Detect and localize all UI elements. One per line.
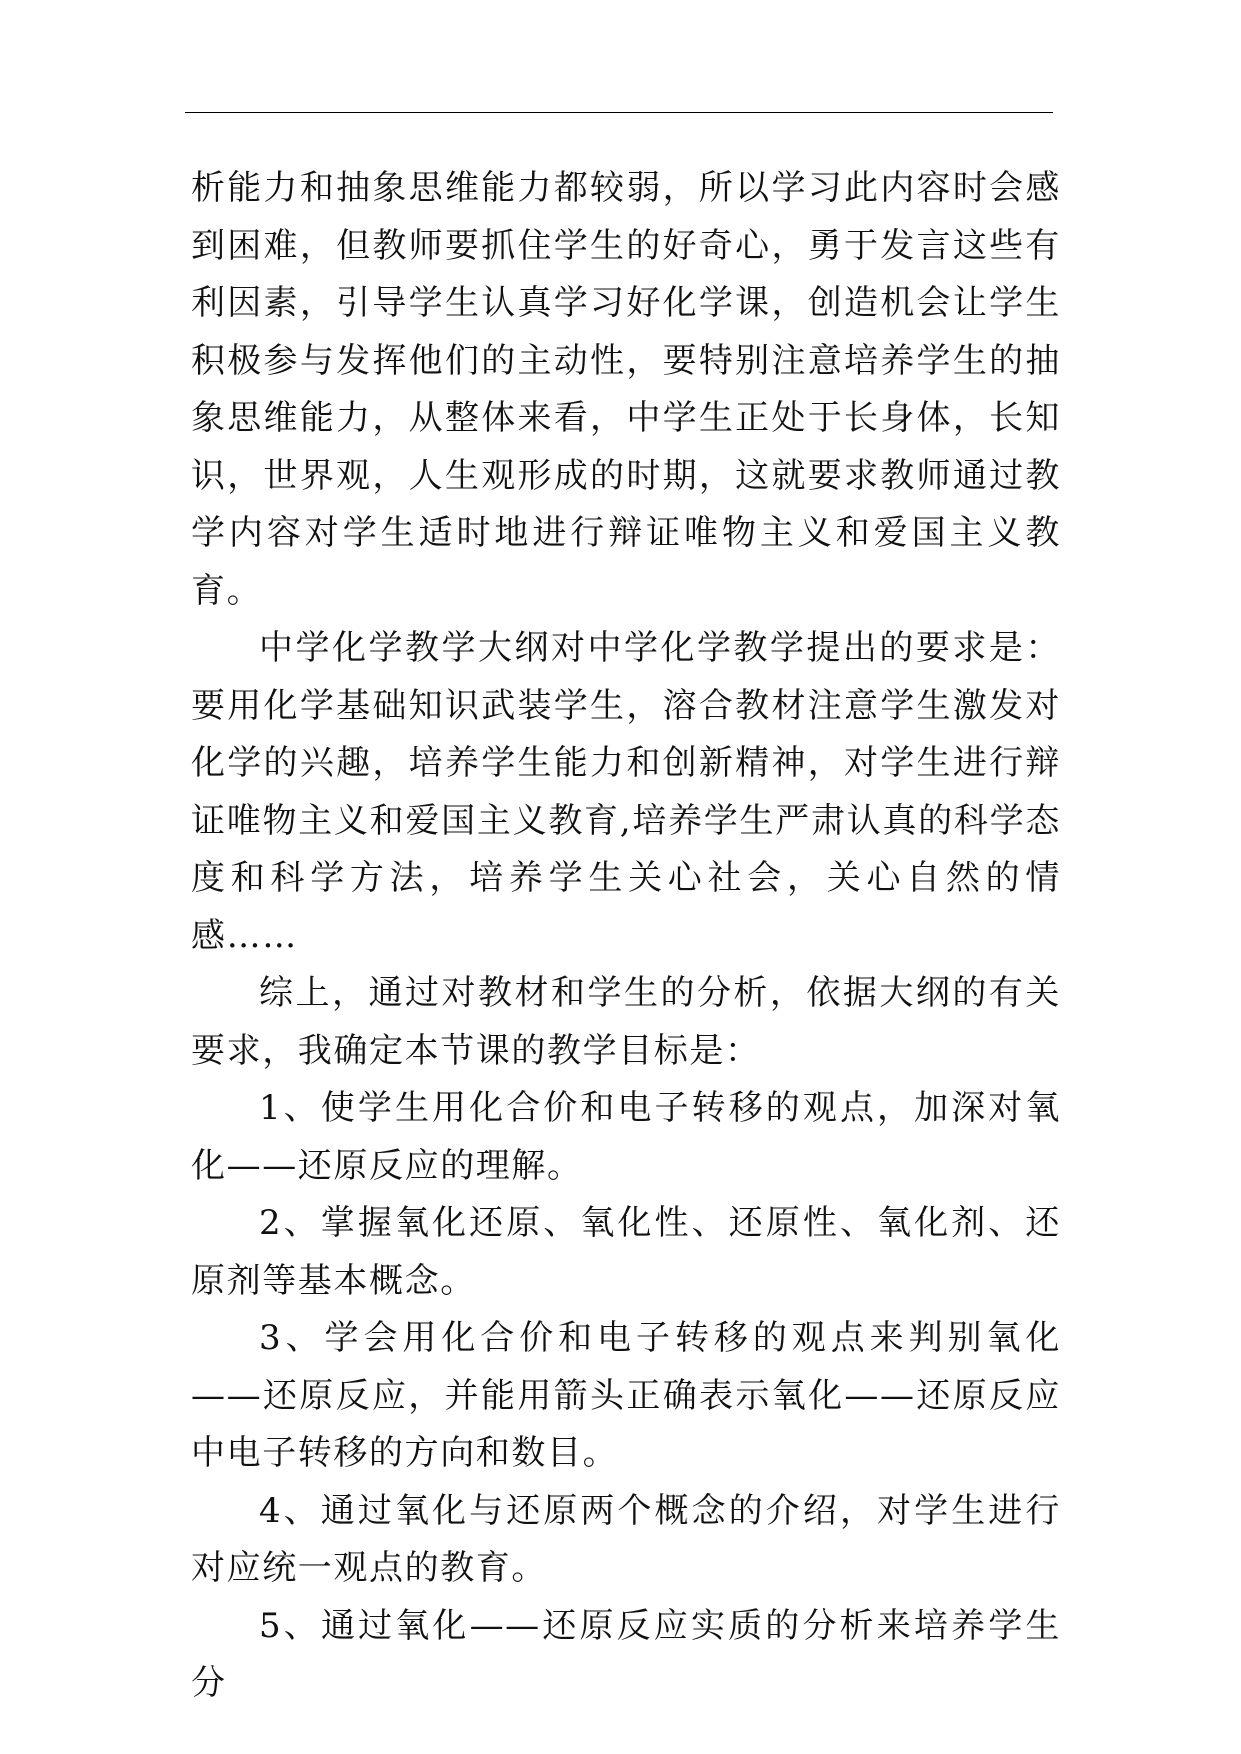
objective-item-1: 1、使学生用化合价和电子转移的观点，加深对氧化——还原反应的理解。: [191, 1088, 1061, 1186]
paragraph-continuation: 析能力和抽象思维能力都较弱，所以学习此内容时会感到困难，但教师要抓住学生的好奇心，勇于发言这些有利因素，引导学生认真学习好化学课，创造机会让学生积极参与发挥他们的主动性，要特别注意培养学生的抽象思维能力，从整体来看，中学生正处于长身体，长知识，世界观，人生观形成的时期，这就要求教师通过教学内容对学生适时地进行辩证唯物主义和爱国主义教育。: [191, 168, 1061, 611]
paragraph-summary: 综上，通过对教材和学生的分析，依据大纲的有关要求，我确定本节课的教学目标是：: [191, 973, 1061, 1071]
objective-item-3: 3、学会用化合价和电子转移的观点来判别氧化——还原反应，并能用箭头正确表示氧化——还原反应中电子转移的方向和数目。: [191, 1318, 1061, 1473]
header-rule: [185, 112, 1053, 113]
document-body: [191, 160, 1061, 1713]
objective-item-4: 4、通过氧化与还原两个概念的介绍，对学生进行对应统一观点的教育。: [191, 1490, 1061, 1588]
paragraph-syllabus-requirements: 中学化学教学大纲对中学化学教学提出的要求是：要用化学基础知识武装学生，溶合教材注意学生激发对化学的兴趣，培养学生能力和创新精神，对学生进行辩证唯物主义和爱国主义教育,培养学生严肃认真的科学态度和科学方法，培养学生关心社会，关心自然的情感……: [191, 628, 1061, 956]
objective-item-2: 2、掌握氧化还原、氧化性、还原性、氧化剂、还原剂等基本概念。: [191, 1203, 1061, 1301]
objective-item-5: 5、通过氧化——还原反应实质的分析来培养学生分: [191, 1605, 1061, 1703]
